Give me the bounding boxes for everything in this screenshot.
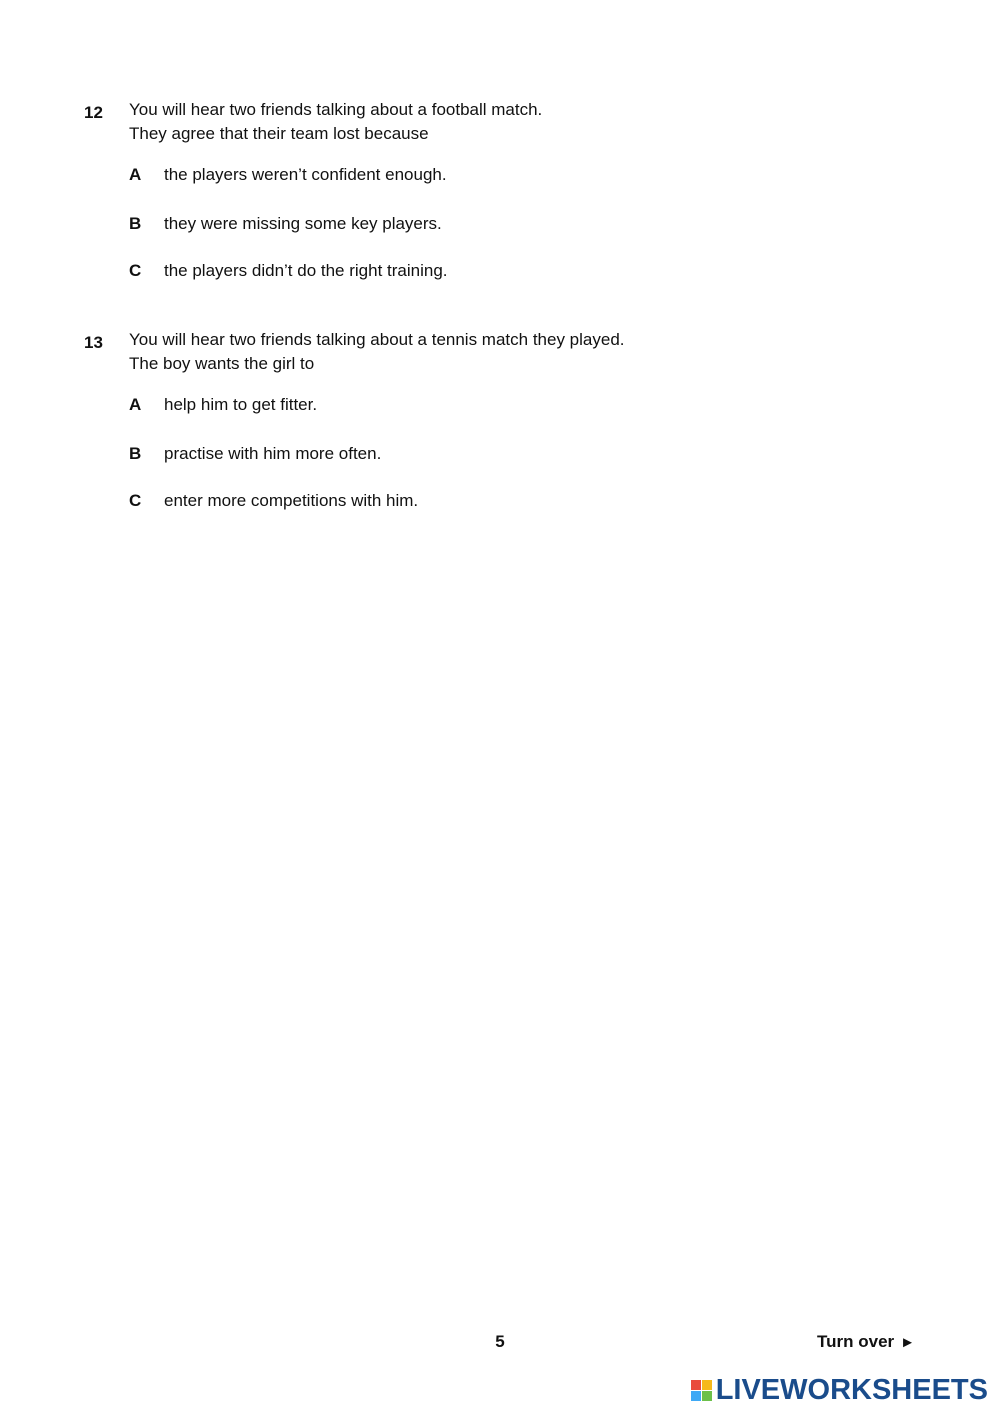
option-letter: A xyxy=(129,165,142,184)
page-number: 5 xyxy=(495,1332,505,1351)
logo-square xyxy=(702,1380,712,1390)
option-text: the players weren’t confident enough. xyxy=(164,165,447,184)
option-letter: A xyxy=(129,395,142,414)
option-text: they were missing some key players. xyxy=(164,214,442,233)
logo-square xyxy=(691,1391,701,1401)
watermark-text: LIVEWORKSHEETS xyxy=(715,1374,988,1406)
question-stem-line-1: You will hear two friends talking about a tennis match they played. xyxy=(129,330,625,349)
option-text: enter more competitions with him. xyxy=(164,491,419,510)
play-arrow-icon: ► xyxy=(900,1334,915,1351)
question-stem xyxy=(129,328,625,376)
option-text: the players didn’t do the right training. xyxy=(164,261,448,280)
question-stem-line-1: You will hear two friends talking about a football match. xyxy=(129,100,543,119)
logo-square xyxy=(691,1380,701,1390)
turn-over-text: Turn over xyxy=(817,1332,895,1351)
question-stem-line-2: They agree that their team lost because xyxy=(129,124,429,143)
option-letter: B xyxy=(129,214,142,233)
option-letter: C xyxy=(129,261,142,280)
turn-over-label xyxy=(817,1330,915,1355)
question-number: 12 xyxy=(84,103,103,122)
liveworksheets-logo-icon xyxy=(691,1380,712,1401)
option-letter: C xyxy=(129,491,142,510)
option-text: practise with him more often. xyxy=(164,444,382,463)
liveworksheets-watermark xyxy=(691,1373,988,1407)
question-number: 13 xyxy=(84,333,103,352)
option-text: help him to get fitter. xyxy=(164,395,318,414)
question-stem-line-2: The boy wants the girl to xyxy=(129,354,315,373)
question-stem xyxy=(129,98,542,146)
logo-square xyxy=(702,1391,712,1401)
option-letter: B xyxy=(129,444,142,463)
